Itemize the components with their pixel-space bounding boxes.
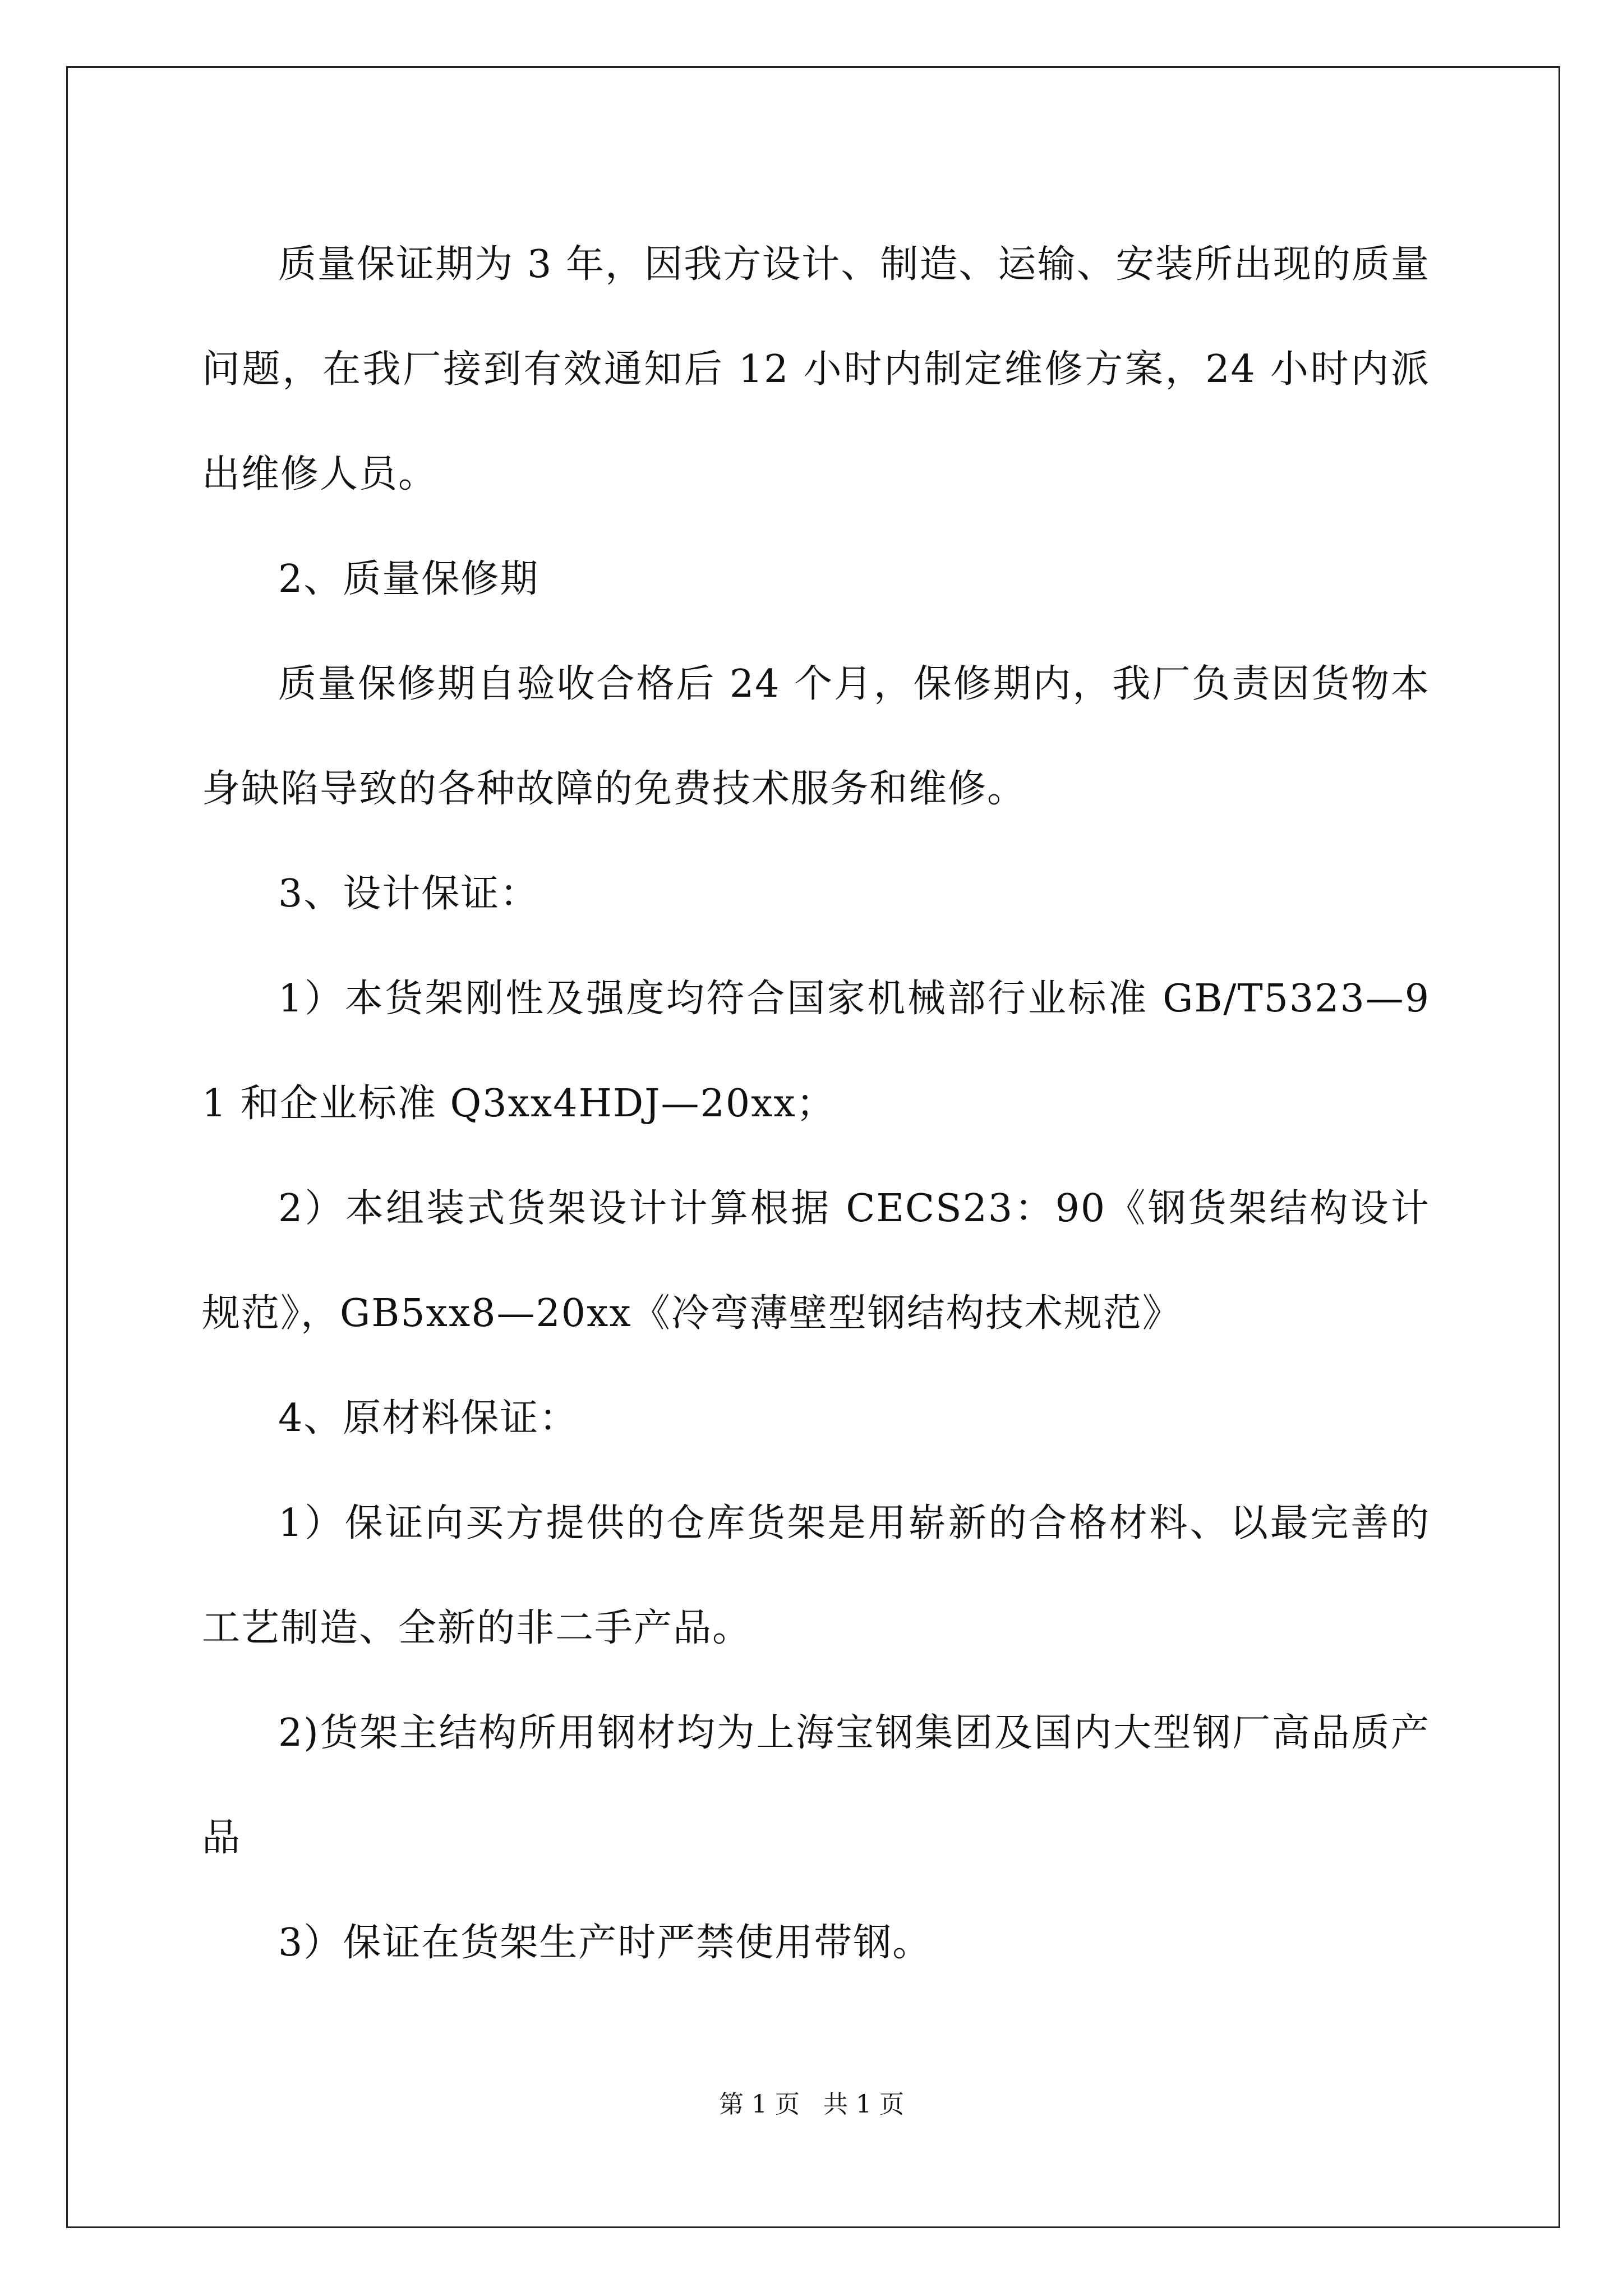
total-page-count: 共 1 页 <box>823 2090 904 2119</box>
heading-quality-repair-period: 2、质量保修期 <box>278 557 540 601</box>
paragraph-material-3: 3）保证在货架生产时严禁使用带钢。 <box>278 1921 932 1965</box>
heading-material-guarantee: 4、原材料保证： <box>278 1396 579 1441</box>
heading-design-guarantee: 3、设计保证： <box>278 872 540 916</box>
paragraph-repair-period: 质量保修期自验收合格后 24 个月，保修期内，我厂负责因货物本身缺陷导致的各种故障的免费技术服务和维修。 <box>202 662 1430 811</box>
paragraph-design-standard-1: 1）本货架刚性及强度均符合国家机械部行业标准 GB/T5323—91 和企业标准 Q3xx4HDJ—20xx； <box>202 977 1430 1126</box>
paragraph-warranty-period: 质量保证期为 3 年，因我方设计、制造、运输、安装所出现的质量问题，在我厂接到有效通知后 12 小时内制定维修方案，24 小时内派出维修人员。 <box>202 242 1430 496</box>
page-footer <box>0 2088 1623 2122</box>
paragraph-material-1: 1）保证向买方提供的仓库货架是用崭新的合格材料、以最完善的工艺制造、全新的非二手产品。 <box>202 1501 1430 1650</box>
current-page-number: 第 1 页 <box>719 2090 800 2119</box>
paragraph-material-2: 2)货架主结构所用钢材均为上海宝钢集团及国内大型钢厂高品质产品 <box>202 1711 1430 1860</box>
paragraph-design-standard-2: 2）本组装式货架设计计算根据 CECS23：90《钢货架结构设计规范》，GB5xx8—20xx《冷弯薄壁型钢结构技术规范》 <box>202 1186 1430 1336</box>
document-body <box>202 212 1430 1995</box>
